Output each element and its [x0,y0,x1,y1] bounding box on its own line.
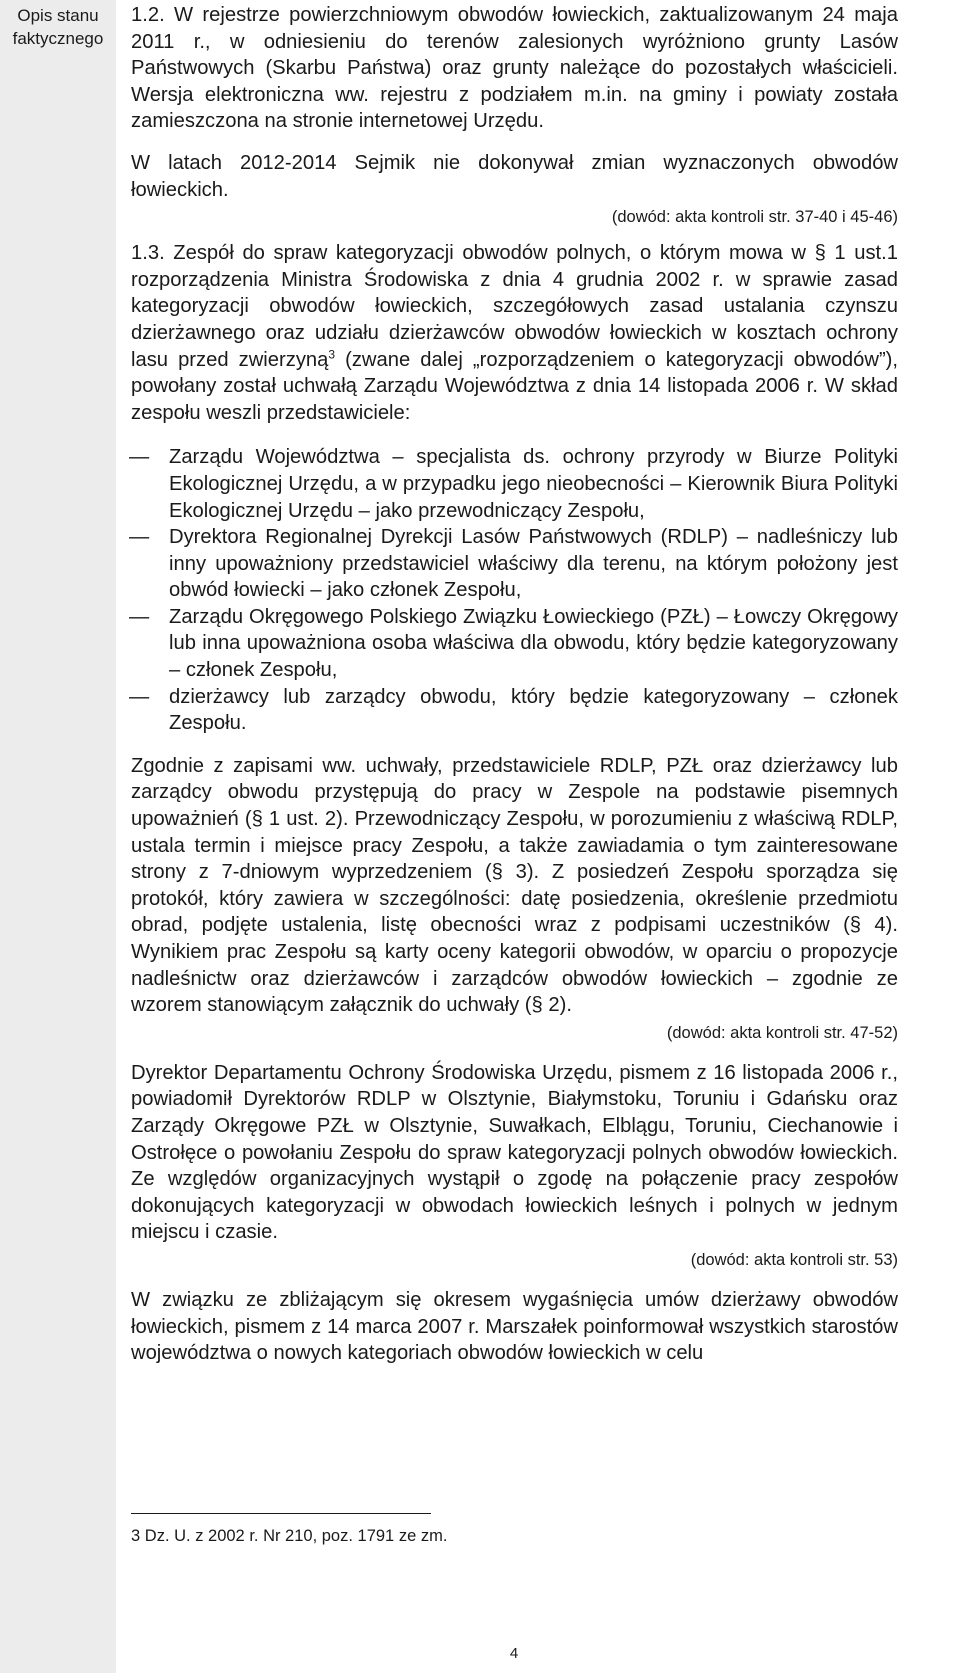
paragraph-team [131,240,898,426]
list-item [131,684,898,737]
sidebar [0,0,116,1673]
page-number: 4 [509,1645,519,1662]
footnote [131,1526,447,1546]
paragraph-team-text-cont: (zwane dalej „rozporządzeniem o kategoryzacji obwodów”), powołany został uchwałą Zarządu Województwa z dnia 14 listopada 2006 r. W skład zespołu weszli przedstawiciele: [131,348,899,424]
footnote-marker: 3 [328,346,336,361]
footnote-number: 3 [131,1527,141,1545]
evidence-reference: (dowód: akta kontroli str. 37-40 i 45-46) [611,208,898,227]
dash-bullet: — [129,605,150,628]
list-item [131,604,898,684]
sidebar-label-line1: Opis stanu [17,6,99,25]
paragraph-director: Dyrektor Departamentu Ochrony Środowiska Urzędu, pismem z 16 listopada 2006 r., powiadomił Dyrektorów RDLP w Olsztynie, Białymstoku, Toruniu i Gdańsku oraz Zarządy Okręgowe PZŁ w Olsztynie, Suwałkach, Elblągu, Toruniu, Ciechanowie i Ostrołęce o powołaniu Zespołu do spraw kategoryzacji polnych obwodów łowieckich. Ze względów organizacyjnych wystąpił o zgodę na połączenie pracy zespołów dokonujących kategoryzacji w obwodach łowieckich leśnych i polnych w jednym miejscu i czasie. [131,1061,898,1244]
paragraph-marshal: W związku ze zbliżającym się okresem wygaśnięcia umów dzierżawy obwodów łowieckich, pismem z 14 marca 2007 r. Marszałek poinformował wszystkich starostów województwa o nowych kategoriach obwodów łowieckich w celu [131,1288,898,1365]
list-item [131,444,898,524]
list-item-text: Zarządu Okręgowego Polskiego Związku Łowieckiego (PZŁ) – Łowczy Okręgowy lub inna upoważniona osoba właściwa dla obwodu, który będzie kategoryzowany – członek Zespołu, [169,605,898,682]
dash-bullet: — [129,685,150,708]
dash-bullet: — [129,446,150,469]
list-item [131,524,898,604]
evidence-reference: (dowód: akta kontroli str. 47-52) [666,1023,898,1042]
paragraph-registry: 1.2. W rejestrze powierzchniowym obwodów łowieckich, zaktualizowanym 24 maja 2011 r., w odniesieniu do terenów zalesionych wyróżniono grunty Lasów Państwowych (Skarbu Państwa) oraz grunty należące do pozostałych właścicieli. Wersja elektroniczna ww. rejestru z podziałem m.in. na gminy i powiaty została zamieszczona na stronie internetowej Urzędu. [131,4,898,133]
paragraph-resolution: Zgodnie z zapisami ww. uchwały, przedstawiciele RDLP, PZŁ oraz dzierżawcy lub zarządcy obwodu przystępują do pracy w Zespole na podstawie pisemnych upoważnień (§ 1 ust. 2). Przewodniczący Zespołu, w porozumieniu z właściwą RDLP, ustala termin i miejsce pracy Zespołu, a także zawiadamia o tym zainteresowane strony z 7-dniowym wyprzedzeniem (§ 3). Z posiedzeń Zespołu sporządza się protokół, który zawiera w szczególności: datę posiedzenia, określenie przedmiotu obrad, podjęte ustalenia, listę obecności wraz z podpisami uczestników (§ 4). Wynikiem prac Zespołu są karty oceny kategorii obwodów, w oparciu o propozycje nadleśnictw oraz dzierżawców i zarządców obwodów łowieckich – zgodnie ze wzorem stanowiącym załącznik do uchwały (§ 2). [131,754,898,1017]
sidebar-label-line2: faktycznego [12,29,104,48]
list-item-text: Dyrektora Regionalnej Dyrekcji Lasów Państwowych (RDLP) – nadleśniczy lub inny upoważniony przedstawiciel właściwy dla terenu, na którym położony jest obwód łowiecki – jako członek Zespołu, [169,526,898,602]
evidence-reference: (dowód: akta kontroli str. 53) [690,1250,898,1269]
members-list [131,444,898,737]
document-body [131,0,898,1367]
list-item-text: dzierżawcy lub zarządcy obwodu, który będzie kategoryzowany – członek Zespołu. [169,685,898,735]
dash-bullet: — [129,526,150,549]
footnote-divider [131,1513,431,1514]
sidebar-label [0,4,116,50]
paragraph-sejmik: W latach 2012-2014 Sejmik nie dokonywał zmian wyznaczonych obwodów łowieckich. [131,151,898,201]
footnote-text: Dz. U. z 2002 r. Nr 210, poz. 1791 ze zm. [140,1527,448,1545]
list-item-text: Zarządu Województwa – specjalista ds. ochrony przyrody w Biurze Polityki Ekologicznej Urzędu, a w przypadku jego nieobecności – Kierownik Biura Polityki Ekologicznej Urzędu – jako przewodniczący Zespołu, [169,446,898,522]
paragraph-team-text: 1.3. Zespół do spraw kategoryzacji obwodów polnych, o którym mowa w § 1 ust.1 rozporządzenia Ministra Środowiska z dnia 4 grudnia 2002 r. w sprawie zasad kategoryzacji obwodów łowieckich, szczegółowych zasad ustalania czynszu dzierżawnego oraz udziału dzierżawców obwodów łowieckich w kosztach ochrony lasu przed zwierzyną [131,242,898,371]
